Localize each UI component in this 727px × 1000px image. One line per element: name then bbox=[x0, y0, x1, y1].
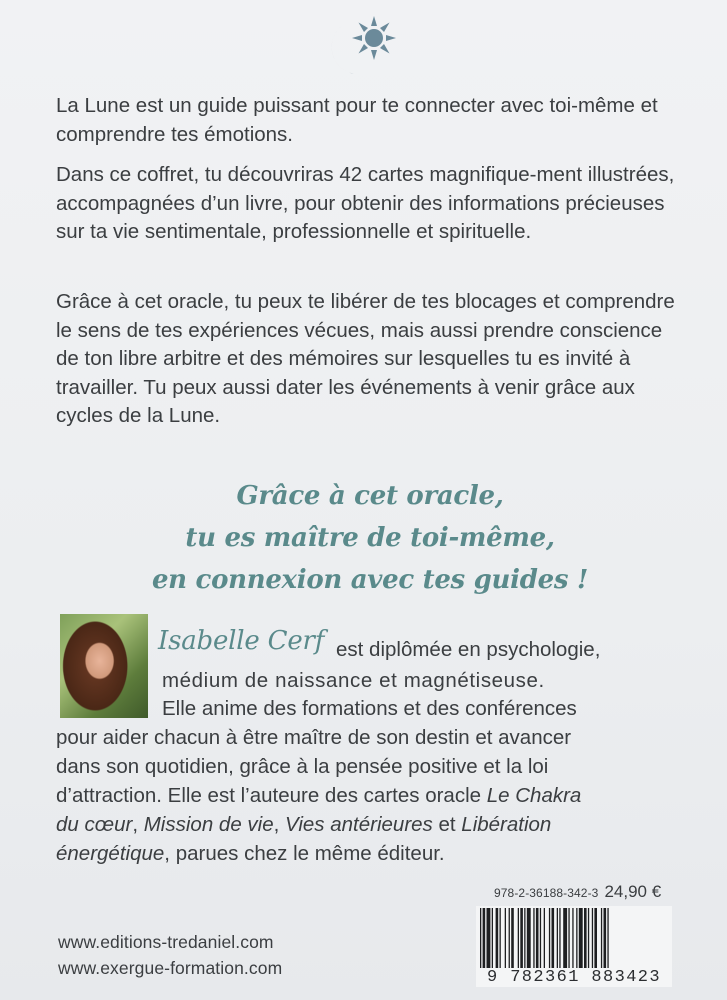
book-title: énergétique bbox=[56, 842, 165, 865]
text-run: , bbox=[132, 813, 144, 836]
author-bio-line: médium de naissance et magnétiseuse. bbox=[162, 669, 545, 692]
moon-sun-icon bbox=[318, 10, 406, 80]
author-bio-line: dans son quotidien, grâce à la pensée positive et la loi bbox=[56, 755, 549, 778]
author-bio-line: pour aider chacun à être maître de son destin et avancer bbox=[56, 726, 572, 749]
author-bio-line bbox=[56, 810, 686, 839]
book-title: Libération bbox=[461, 813, 552, 836]
quote-line-3: en connexion avec tes guides ! bbox=[151, 565, 589, 595]
text-run: d’attraction. Elle est l’auteure des cartes oracle bbox=[56, 784, 487, 807]
quote-line-1: Grâce à cet oracle, bbox=[236, 481, 504, 511]
intro-paragraph: La Lune est un guide puissant pour te connecter avec toi-même et comprendre tes émotions. bbox=[56, 94, 658, 146]
isbn-price bbox=[494, 882, 661, 902]
book-title: Le Chakra bbox=[486, 784, 582, 807]
barcode-bars-icon bbox=[476, 906, 672, 968]
barcode-number: 9 782361 883423 bbox=[476, 968, 672, 987]
benefits-paragraph: Grâce à cet oracle, tu peux te libérer de tes blocages et comprendre le sens de tes expériences vécues, mais aussi prendre conscience de ton libre arbitre et des mémoires sur lesquelles tu es invité à travailler. Tu peux aussi dater les événements à venir grâce aux cycles de la Lune. bbox=[56, 290, 675, 427]
publisher-url[interactable]: www.editions-tredaniel.com bbox=[58, 932, 274, 952]
author-bio bbox=[56, 694, 686, 868]
author-bio-line: est diplômée en psychologie, bbox=[336, 638, 601, 661]
training-url[interactable]: www.exergue-formation.com bbox=[58, 958, 283, 978]
book-title: Vies antérieures bbox=[285, 813, 433, 836]
text-run: , parues chez le même éditeur. bbox=[164, 842, 445, 865]
quote-line-2: tu es maître de toi-même, bbox=[185, 523, 555, 553]
book-title: du cœur bbox=[56, 813, 133, 836]
book-title: Mission de vie bbox=[143, 813, 274, 836]
author-bio-line bbox=[56, 839, 686, 868]
author-bio-line bbox=[56, 781, 686, 810]
author-bio-line: Elle anime des formations et des conférences bbox=[162, 697, 577, 720]
price: 24,90 € bbox=[604, 882, 662, 901]
isbn: 978-2-36188-342-3 bbox=[494, 886, 599, 900]
text-run: et bbox=[432, 813, 462, 836]
contents-paragraph: Dans ce coffret, tu découvriras 42 cartes magnifique-ment illustrées, accompagnées d’un livre, pour obtenir des informations précieuses sur ta vie sentimentale, professionnelle et spirituelle. bbox=[56, 163, 675, 243]
author-name: Isabelle Cerf bbox=[158, 626, 325, 656]
text-run: , bbox=[273, 813, 286, 836]
